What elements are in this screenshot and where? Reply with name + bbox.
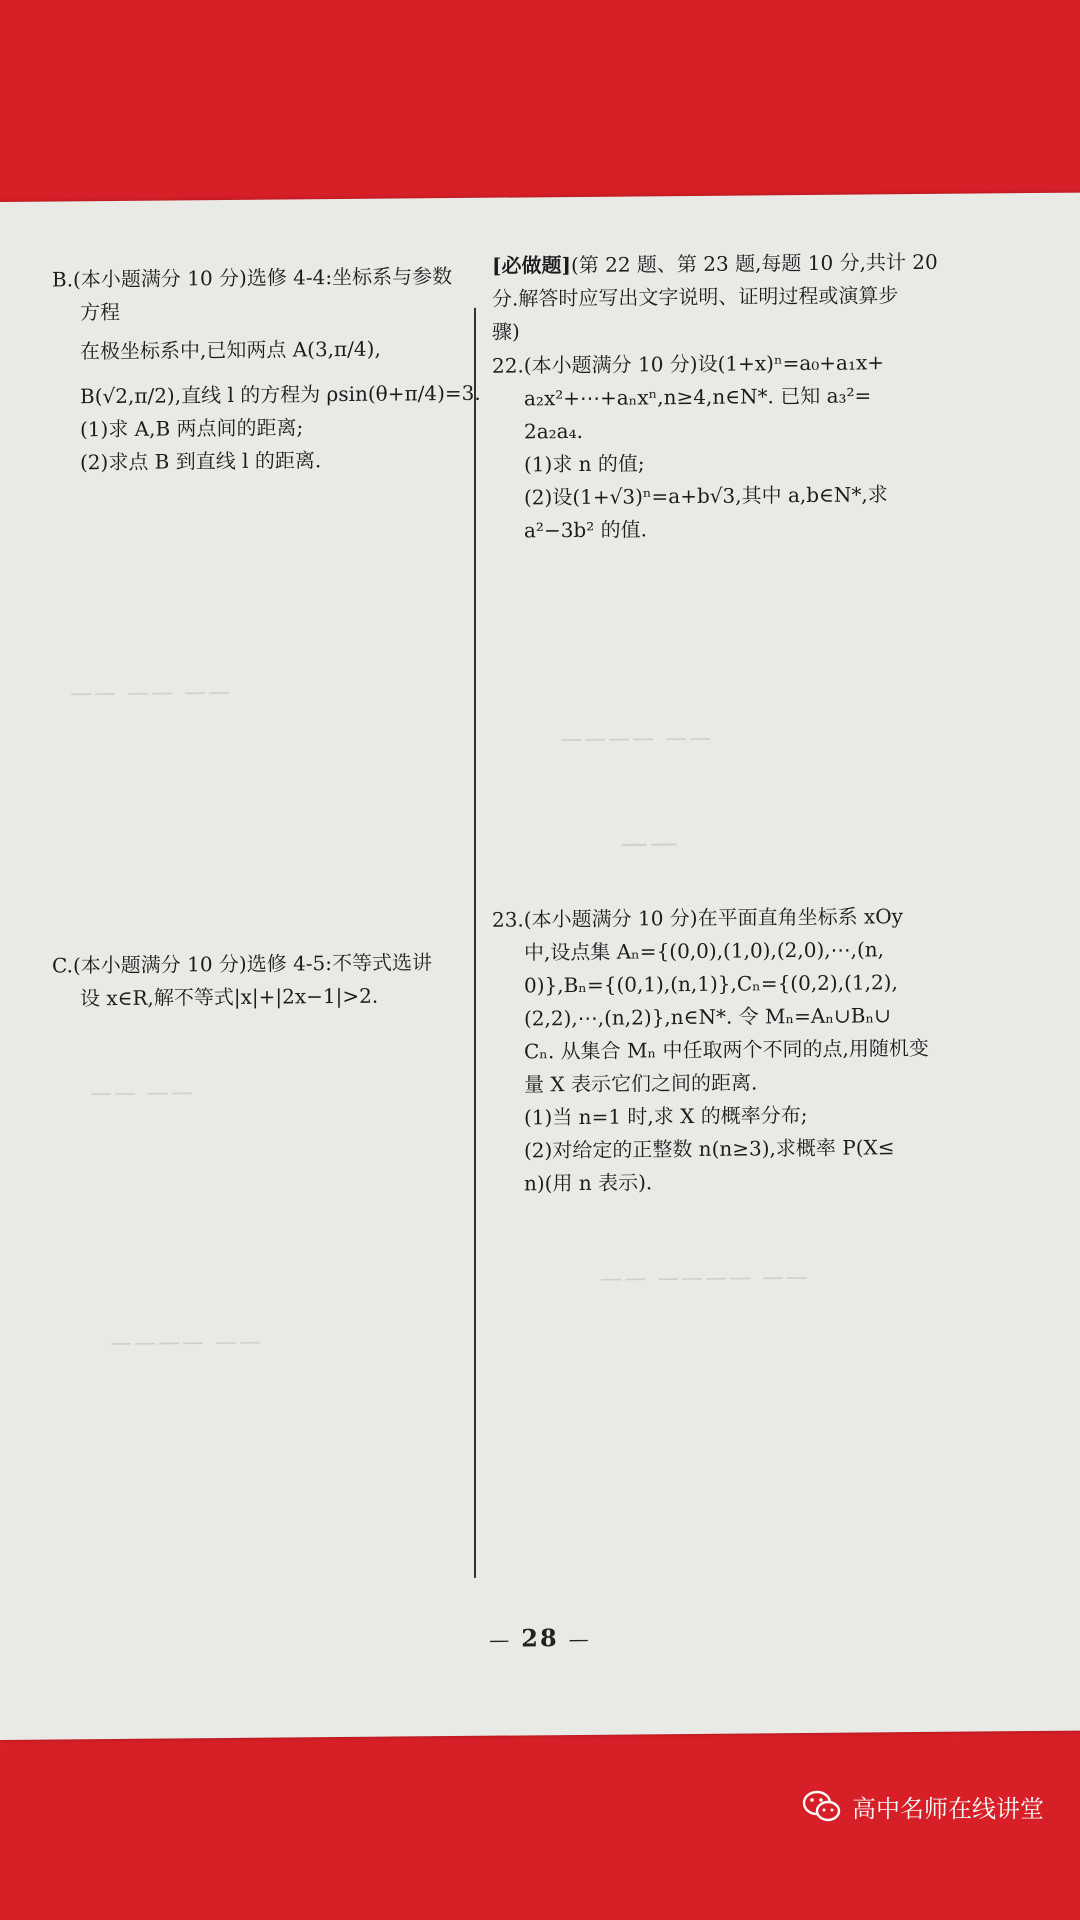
page-number-value: 28 <box>521 1623 559 1653</box>
question-c-heading: C.(本小题满分 10 分)选修 4-5:不等式选讲 <box>52 950 433 978</box>
question-c <box>52 946 432 1015</box>
question-23 <box>492 900 929 1201</box>
required-section-text: 骤) <box>492 319 520 344</box>
watermark-brand <box>802 1789 1044 1824</box>
bleed-through-text: ———— —— <box>560 725 713 753</box>
question-b-part-1: (1)求 A,B 两点间的距离; <box>80 415 304 442</box>
page-number <box>0 1619 1080 1657</box>
bleed-through-text: —— ———— —— <box>600 1264 810 1292</box>
wechat-icon <box>802 1790 842 1824</box>
page-number-dash-left: — <box>489 1627 512 1652</box>
question-23-heading: 23.(本小题满分 10 分)在平面直角坐标系 xOy <box>492 904 903 932</box>
question-22 <box>492 346 888 547</box>
question-22-part-2: (2)设(1+√3)ⁿ=a+b√3,其中 a,b∈N*,求 <box>524 482 888 510</box>
required-section-intro <box>492 246 938 349</box>
question-b-text: B(√2,π/2),直线 l 的方程为 ρsin(θ+π/4)=3. <box>80 380 481 409</box>
question-23-part-2-cont: n)(用 n 表示). <box>524 1170 653 1196</box>
question-b-part-2: (2)求点 B 到直线 l 的距离. <box>80 448 322 475</box>
question-b-text: 在极坐标系中,已知两点 A(3,π/4), <box>80 336 381 364</box>
question-b <box>52 260 481 480</box>
question-23-part-1: (1)当 n=1 时,求 X 的概率分布; <box>524 1102 808 1130</box>
required-section-label: [必做题] <box>492 253 571 278</box>
right-column <box>492 194 940 1196</box>
question-23-text: 量 X 表示它们之间的距离. <box>524 1070 758 1097</box>
question-23-text: (2,2),⋯,(n,2)},n∈N*. 令 Mₙ=Aₙ∪Bₙ∪ <box>524 1003 891 1031</box>
question-22-heading: 22.(本小题满分 10 分)设(1+x)ⁿ=a₀+a₁x+ <box>492 350 885 378</box>
question-22-part-1: (1)求 n 的值; <box>524 451 645 477</box>
question-23-text: 0)},Bₙ={(0,1),(n,1)},Cₙ={(0,2),(1,2), <box>524 970 898 998</box>
required-section-text: (第 22 题、第 23 题,每题 10 分,共计 20 <box>570 249 938 278</box>
question-b-heading-cont: 方程 <box>80 299 120 325</box>
question-23-part-2: (2)对给定的正整数 n(n≥3),求概率 P(X≤ <box>524 1135 895 1163</box>
question-22-text: 2a₂a₄. <box>524 418 583 444</box>
exam-page <box>0 193 1080 1740</box>
bleed-through-text: —— <box>620 826 680 860</box>
bleed-through-text: —— —— —— <box>70 679 232 707</box>
question-22-text: a₂x²+⋯+aₙxⁿ,n≥4,n∈N*. 已知 a₃²= <box>524 383 872 411</box>
question-23-text: 中,设点集 Aₙ={(0,0),(1,0),(2,0),⋯,(n, <box>524 937 884 965</box>
question-23-text: Cₙ. 从集合 Mₙ 中任取两个不同的点,用随机变 <box>524 1035 929 1064</box>
bleed-through-text: ———— —— <box>110 1329 263 1357</box>
left-column <box>52 198 481 1011</box>
brand-name: 高中名师在线讲堂 <box>852 1795 1044 1823</box>
question-b-heading: B.(本小题满分 10 分)选修 4-4:坐标系与参数 <box>52 264 453 292</box>
column-divider <box>474 308 476 1578</box>
page-number-dash-right: — <box>568 1626 591 1652</box>
question-c-text: 设 x∈R,解不等式|x|+|2x−1|>2. <box>80 983 379 1011</box>
required-section-text: 分.解答时应写出文字说明、证明过程或演算步 <box>492 283 899 311</box>
bleed-through-text: —— —— <box>90 1080 195 1107</box>
question-22-part-2-cont: a²−3b² 的值. <box>524 517 647 543</box>
